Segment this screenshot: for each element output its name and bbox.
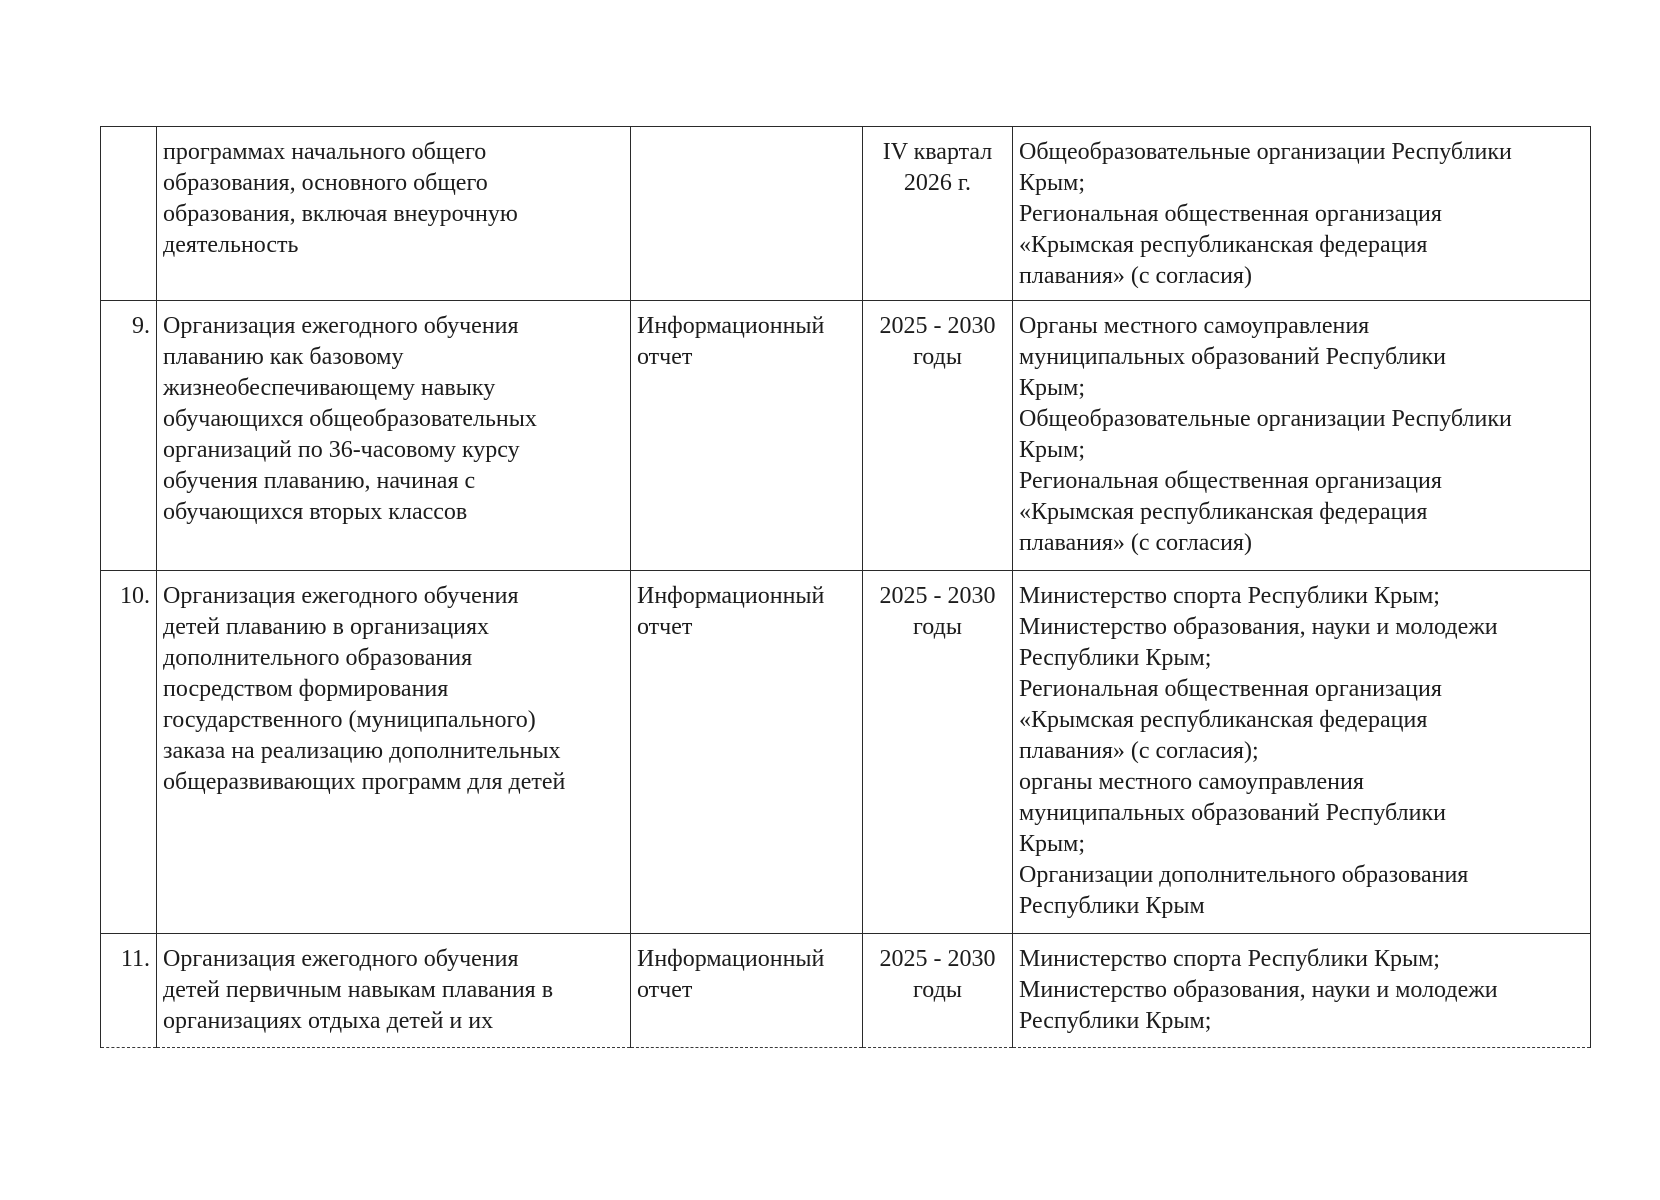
cell-text-line: жизнеобеспечивающему навыку [163, 375, 496, 401]
cell-text-line: Организация ежегодного обучения [163, 946, 519, 972]
cell-text-line: Министерство спорта Республики Крым; [1019, 583, 1440, 609]
cell-text-line: Министерство образования, науки и молодежи [1019, 614, 1498, 640]
table-row [101, 127, 1591, 301]
cell-text-line: Организация ежегодного обучения [163, 313, 519, 339]
completion-form-cell [631, 934, 863, 1048]
row-number-cell [101, 301, 157, 571]
deadline-cell [863, 571, 1013, 934]
table-row [101, 934, 1591, 1048]
cell-text-line: Республики Крым; [1019, 1008, 1212, 1034]
cell-text-line: Общеобразовательные организации Республики [1019, 139, 1512, 165]
cell-text-line: 2025 - 2030 [879, 313, 996, 339]
deadline-cell [863, 127, 1013, 301]
cell-text-line: Региональная общественная организация [1019, 468, 1442, 494]
cell-text-line: плавания» (с согласия) [1019, 263, 1252, 289]
cell-text-line: плавания» (с согласия) [1019, 530, 1252, 556]
responsible-executors-cell [1013, 127, 1591, 301]
cell-text-line: 2025 - 2030 [879, 946, 996, 972]
cell-text-line: отчет [637, 977, 693, 1003]
cell-text-line: дополнительного образования [163, 645, 473, 671]
cell-text-line: Организация ежегодного обучения [163, 583, 519, 609]
cell-text-line: «Крымская республиканская федерация [1019, 232, 1428, 258]
responsible-executors-cell [1013, 571, 1591, 934]
cell-text-line: муниципальных образований Республики [1019, 344, 1446, 370]
measure-name-cell [157, 127, 631, 301]
cell-text-line: Региональная общественная организация [1019, 201, 1442, 227]
completion-form-cell [631, 301, 863, 571]
cell-text-line: Информационный [637, 583, 825, 609]
row-number: 9. [132, 313, 150, 339]
responsible-executors-cell [1013, 934, 1591, 1048]
table-row [101, 571, 1591, 934]
cell-text-line: Крым; [1019, 437, 1085, 463]
cell-text-line: Региональная общественная организация [1019, 676, 1442, 702]
table-row [101, 301, 1591, 571]
completion-form-cell [631, 571, 863, 934]
cell-text-line: государственного (муниципального) [163, 707, 536, 733]
cell-text-line: организаций по 36-часовому курсу [163, 437, 520, 463]
row-number-cell [101, 571, 157, 934]
measure-name-cell [157, 301, 631, 571]
cell-text-line: 2025 - 2030 [879, 583, 996, 609]
cell-text-line: обучающихся общеобразовательных [163, 406, 537, 432]
cell-text-line: годы [913, 614, 962, 640]
responsible-executors-cell [1013, 301, 1591, 571]
cell-text-line: Крым; [1019, 170, 1085, 196]
cell-text-line: 2026 г. [903, 170, 972, 196]
cell-text-line: Министерство образования, науки и молодежи [1019, 977, 1498, 1003]
cell-text-line: посредством формирования [163, 676, 449, 702]
cell-text-line: годы [913, 344, 962, 370]
cell-text-line: Организации дополнительного образования [1019, 862, 1469, 888]
deadline-cell [863, 301, 1013, 571]
row-number: 11. [120, 946, 150, 972]
cell-text-line: образования, основного общего [163, 170, 488, 196]
cell-text-line: «Крымская республиканская федерация [1019, 499, 1428, 525]
cell-text-line: Информационный [637, 946, 825, 972]
cell-text-line: Республики Крым; [1019, 645, 1212, 671]
cell-text-line: органы местного самоуправления [1019, 769, 1364, 795]
cell-text-line: годы [913, 977, 962, 1003]
cell-text-line: Крым; [1019, 831, 1085, 857]
cell-text-line: общеразвивающих программ для детей [163, 769, 566, 795]
cell-text-line: Информационный [637, 313, 825, 339]
cell-text-line: «Крымская республиканская федерация [1019, 707, 1428, 733]
measure-name-cell [157, 934, 631, 1048]
deadline-cell [863, 934, 1013, 1048]
cell-text-line: IV квартал [882, 139, 993, 165]
cell-text-line: обучения плаванию, начиная с [163, 468, 476, 494]
cell-text-line: отчет [637, 614, 693, 640]
cell-text-line: отчет [637, 344, 693, 370]
cell-text-line: образования, включая внеурочную [163, 201, 518, 227]
cell-text-line: Органы местного самоуправления [1019, 313, 1370, 339]
cell-text-line: деятельность [163, 232, 299, 258]
cell-text-line: детей плаванию в организациях [163, 614, 489, 640]
cell-text-line: детей первичным навыкам плавания в [163, 977, 554, 1003]
cell-text-line: муниципальных образований Республики [1019, 800, 1446, 826]
measures-table [100, 126, 1591, 1048]
row-number: 10. [120, 583, 150, 609]
cell-text-line: программах начального общего [163, 139, 487, 165]
cell-text-line: Общеобразовательные организации Республики [1019, 406, 1512, 432]
row-number-cell [101, 934, 157, 1048]
cell-text-line: Крым; [1019, 375, 1085, 401]
cell-text-line: обучающихся вторых классов [163, 499, 468, 525]
cell-text-line: заказа на реализацию дополнительных [163, 738, 561, 764]
cell-text-line: плавания» (с согласия); [1019, 738, 1259, 764]
cell-text-line: Республики Крым [1019, 893, 1205, 919]
completion-form-cell [631, 127, 863, 301]
cell-text-line: плаванию как базовому [163, 344, 404, 370]
row-number-cell [101, 127, 157, 301]
measure-name-cell [157, 571, 631, 934]
cell-text-line: Министерство спорта Республики Крым; [1019, 946, 1440, 972]
cell-text-line: организациях отдыха детей и их [163, 1008, 494, 1034]
